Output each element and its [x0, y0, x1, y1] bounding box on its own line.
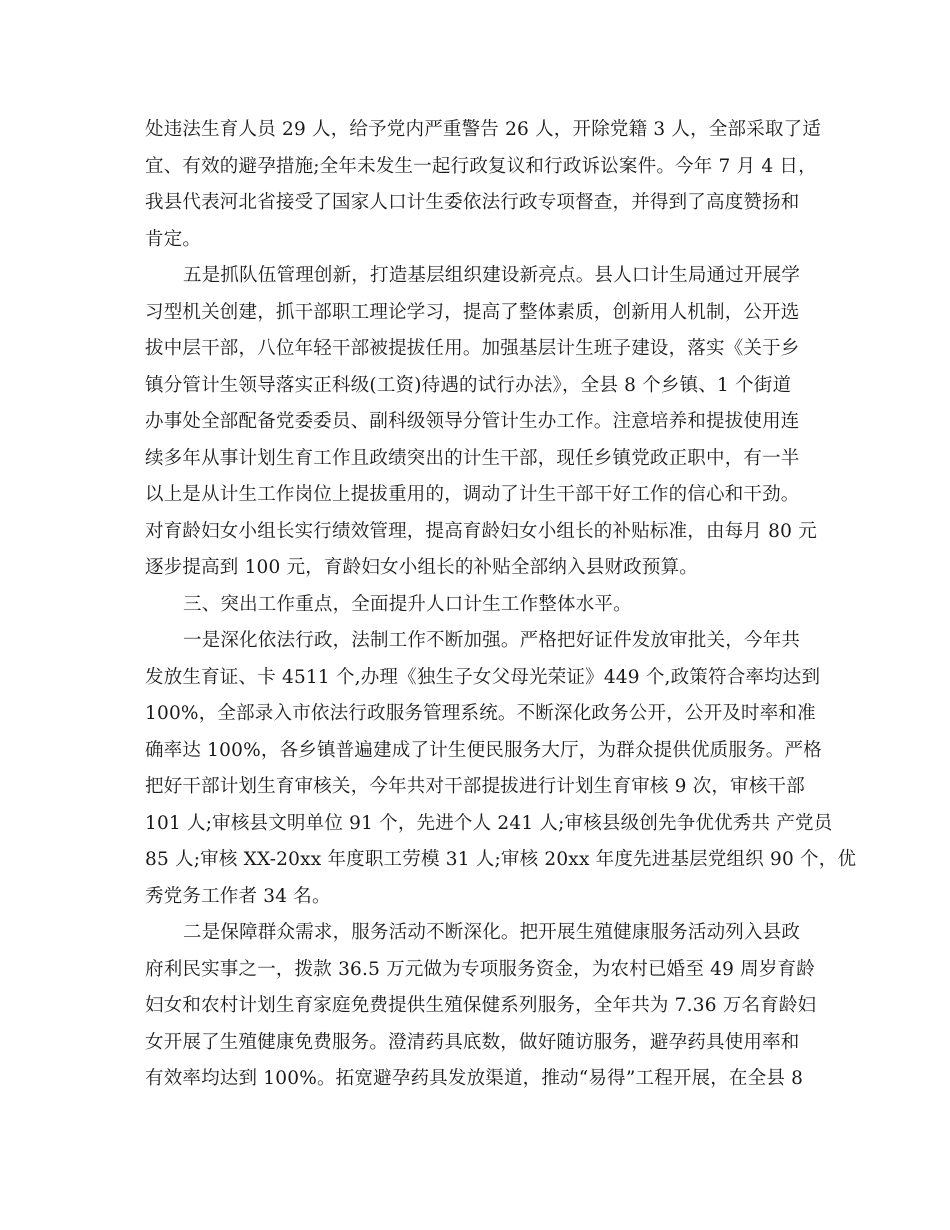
- text-line: 镇分管计生领导落实正科级(工资)待遇的试行办法》，全县 8 个乡镇、1 个街道: [145, 374, 792, 396]
- text-line: 确率达 100%，各乡镇普遍建成了计生便民服务大厅，为群众提供优质服务。严格: [145, 739, 822, 761]
- text-line: 101 人;审核县文明单位 91 个，先进个人 241 人;审核县级创先争优优秀共 产党员: [145, 812, 833, 834]
- text-line: 逐步提高到 100 元，育龄妇女小组长的补贴全部纳入县财政预算。: [145, 557, 698, 578]
- text-line: 肯定。: [145, 228, 202, 250]
- text-line: 习型机关创建，抓干部职工理论学习，提高了整体素质，创新用人机制，公开选: [145, 301, 800, 323]
- text-line: 府利民实事之一，拨款 36.5 万元做为专项服务资金，为农村已婚至 49 周岁育龄: [145, 958, 815, 980]
- text-line: 85 人;审核 XX-20xx 年度职工劳模 31 人;审核 20xx 年度先进基层党组织 90 个，优: [145, 849, 857, 870]
- text-line: 女开展了生殖健康免费服务。澄清药具底数，做好随访服务，避孕药具使用率和: [145, 1031, 800, 1053]
- text-line: 办事处全部配备党委委员、副科级领导分管计生办工作。注意培养和提拔使用连: [145, 411, 800, 432]
- text-line: 以上是从计生工作岗位上提拔重用的，调动了计生干部干好工作的信心和干劲。: [145, 484, 800, 505]
- text-line: 妇女和农村计划生育家庭免费提供生殖保健系列服务，全年共为 7.36 万名育龄妇: [145, 995, 817, 1016]
- text-line: 五是抓队伍管理创新，打造基层组织建设新亮点。县人口计生局通过开展学: [183, 265, 801, 286]
- text-line: 发放生育证、卡 4511 个,办理《独生子女父母光荣证》449 个,政策符合率均达到: [145, 666, 821, 688]
- text-line: 有效率均达到 100%。拓宽避孕药具发放渠道，推动“易得”工程开展，在全县 8: [145, 1068, 804, 1089]
- text-line: 处违法生育人员 29 人，给予党内严重警告 26 人，开除党籍 3 人，全部采取了适: [145, 119, 822, 140]
- text-line: 一是深化依法行政，法制工作不断加强。严格把好证件发放审批关，今年共: [183, 630, 801, 651]
- text-line: 拔中层干部，八位年轻干部被提拔任用。加强基层计生班子建设，落实《关于乡: [145, 338, 800, 359]
- text-line: 对育龄妇女小组长实行绩效管理，提高育龄妇女小组长的补贴标准，由每月 80 元: [145, 520, 817, 542]
- text-line: 100%，全部录入市依法行政服务管理系统。不断深化政务公开，公开及时率和准: [145, 703, 816, 724]
- text-line: 把好干部计划生育审核关，今年共对干部提拔进行计划生育审核 9 次，审核干部: [145, 776, 805, 797]
- text-line: 续多年从事计划生育工作且政绩突出的计生干部，现任乡镇党政正职中，有一半: [145, 447, 800, 469]
- text-line: 秀党务工作者 34 名。: [145, 885, 331, 907]
- text-line: 我县代表河北省接受了国家人口计生委依法行政专项督查，并得到了高度赞扬和: [145, 192, 800, 213]
- text-line: 三、突出工作重点，全面提升人口计生工作整体水平。: [183, 593, 632, 615]
- text-line: 宜、有效的避孕措施;全年未发生一起行政复议和行政诉讼案件。今年 7 月 4 日，: [145, 155, 817, 177]
- text-line: 二是保障群众需求，服务活动不断深化。把开展生殖健康服务活动列入县政: [183, 922, 801, 943]
- document-body: [145, 112, 857, 1098]
